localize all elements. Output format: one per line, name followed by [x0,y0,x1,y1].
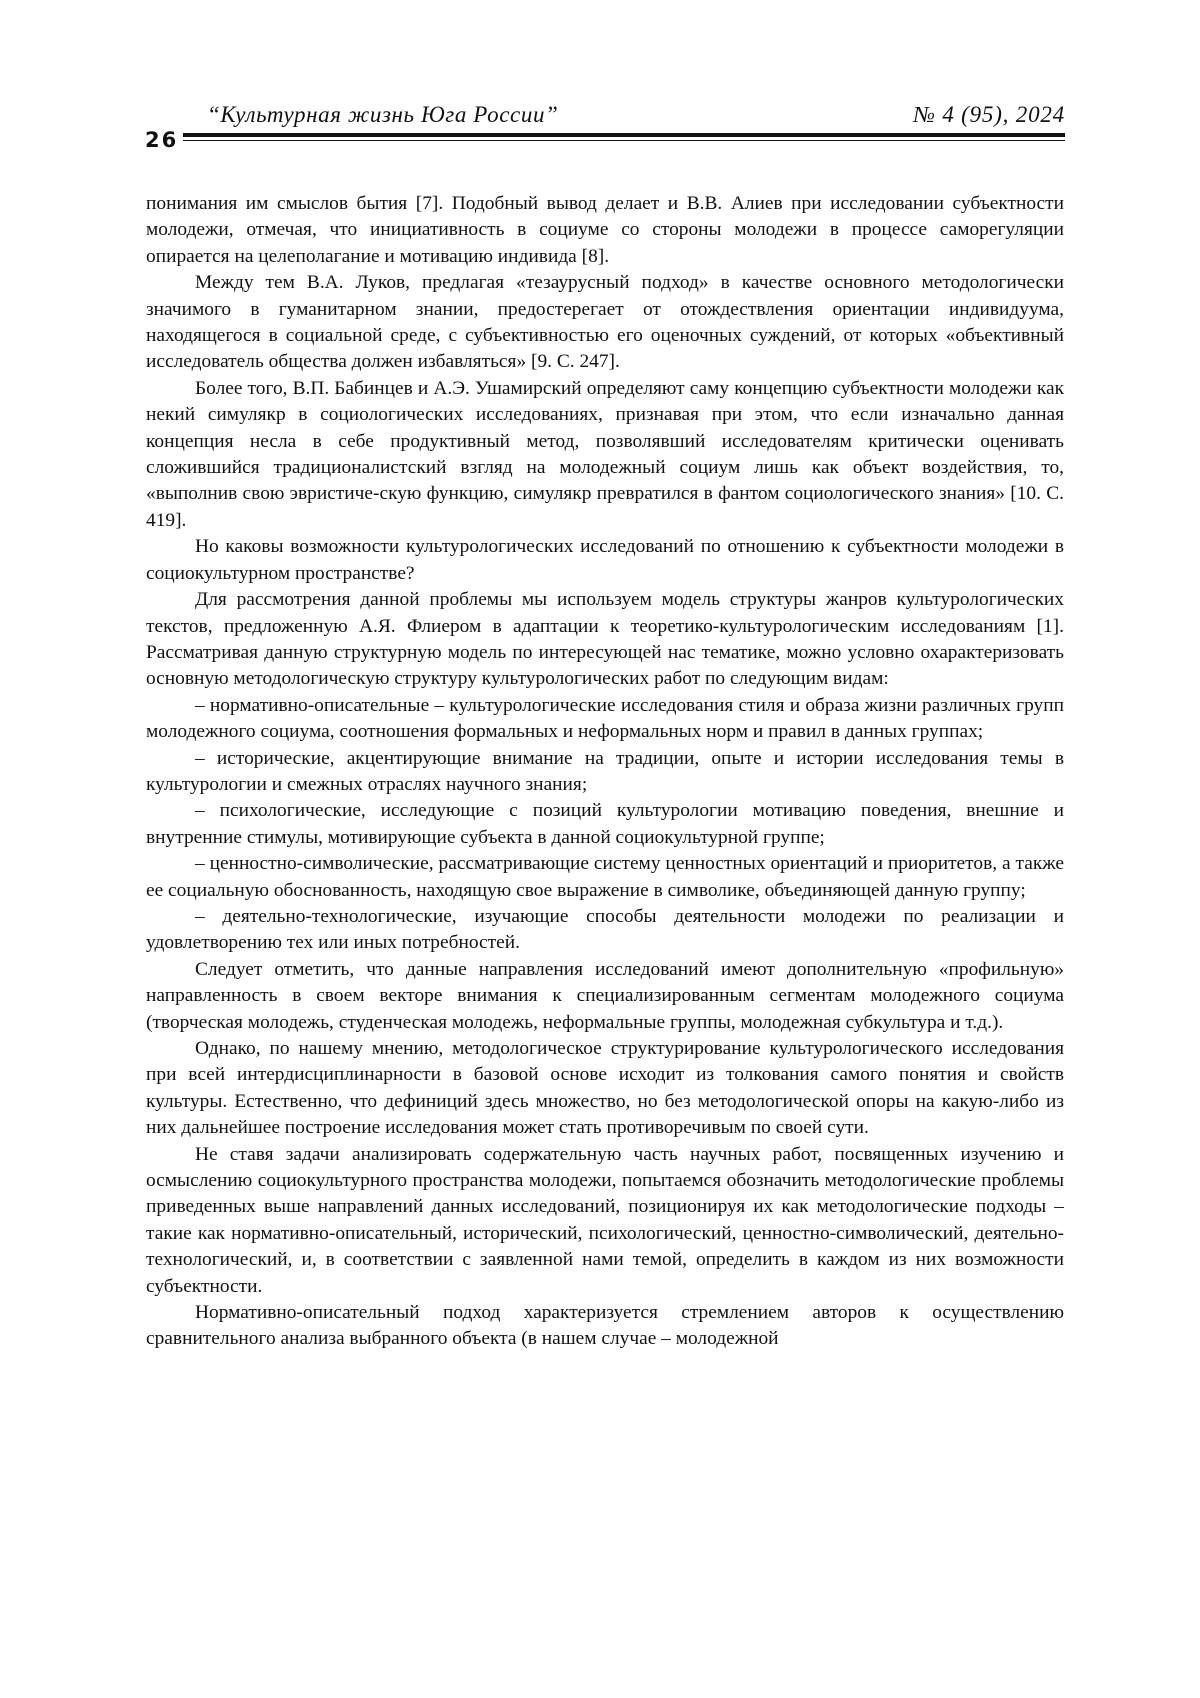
list-item: – исторические, акцентирующие внимание на традиции, опыте и истории исследо­вания темы в культурологии и смежных отраслях научного знания; [146,746,1064,799]
page-header [145,100,1065,150]
list-item: – нормативно-описательные – культурологические исследования стиля и образа жиз­ни различных групп молодежного социума, соотношения формальных и неформальных норм и правил в данных группах; [146,693,1064,746]
paragraph: понимания им смыслов бытия [7]. Подобный вывод делает и В.В. Алиев при исследо­вании субъектности молодежи, отмечая, что инициативность в социуме со стороны моло­дежи в процессе саморегуляции опирается на целеполагание и мотивацию индивида [8]. [146,191,1064,270]
header-rule-thick [183,133,1065,137]
paragraph: Более того, В.П. Бабинцев и А.Э. Ушамирский определяют саму концепцию субъ­ектности молодежи как некий симулякр в социологических исследованиях, признавая при этом, что если изначально данная концепция несла в себе продуктивный метод, позво­лявший исследователям критически оценивать сложившийся традиционалистский взгляд на молодежный социум лишь как объект воздействия, то, «выполнив свою эвристи­че-скую функцию, симулякр превратился в фантом социологического знания» [10. С. 419]. [146,376,1064,534]
list-item: – деятельно-технологические, изучающие способы деятельности молодежи по реализации и удовлетворению тех или иных потребностей. [146,904,1064,957]
journal-title: “Культурная жизнь Юга России” [207,102,558,128]
paragraph: Однако, по нашему мнению, методологическое структурирование культурологиче­ского исследования при всей интердисциплинарности в базовой основе исходит из тол­кования самого понятия и свойств культуры. Естественно, что дефиниций здесь мно­жество, но без методологической опоры на какую-либо из них дальнейшее построение исследования может стать противоречивым по своей сути. [146,1036,1064,1142]
paragraph: Для рассмотрения данной проблемы мы используем модель структуры жанров куль­турологических текстов, предложенную А.Я. Флиером в адаптации к теоретико-культу­рологическим исследованиям [1]. Рассматривая данную структурную модель по инте­ресующей нас тематике, можно условно охарактеризовать основную методологическую структуру культурологических работ по следующим видам: [146,587,1064,693]
issue-label: № 4 (95), 2024 [913,102,1065,128]
header-rule-thin [183,140,1065,141]
paragraph: Не ставя задачи анализировать содержательную часть научных работ, посвящен­ных изучению и осмыслению социокультурного пространства молодежи, попытаемся обо­значить методологические проблемы приведенных выше направлений данных исследо­ваний, позиционируя их как методологические подходы – такие как нормативно-описа­тельный, исторический, психологический, ценностно-символический, деятельно-техноло­гический, и, в соответствии с заявленной нами темой, определить в каждом из них воз­можности субъектности. [146,1142,1064,1300]
list-item: – ценностно-символические, рассматривающие систему ценностных ориентаций и приоритетов, а также ее социальную обоснованность, находящую свое выражение в сим­волике, объединяющей данную группу; [146,851,1064,904]
page-number: 26 [145,128,178,152]
paragraph: Между тем В.А. Луков, предлагая «тезаурусный подход» в качестве основного ме­тодологически значимого в гуманитарном знании, предостерегает от отождествления ориентации индивидуума, находящегося в социальной среде, с субъективностью его оце­ночных суждений, от которых «объективный исследователь общества должен избавлять­ся» [9. С. 247]. [146,270,1064,376]
list-item: – психологические, исследующие с позиций культурологии мотивацию поведения, внешние и внутренние стимулы, мотивирующие субъекта в данной социокультурной группе; [146,798,1064,851]
paragraph: Нормативно-описательный подход характеризуется стремлением авторов к осуще­ствлению сравнительного анализа выбранного объекта (в нашем случае – молодежной [146,1300,1064,1353]
article-body [146,191,1064,1353]
paragraph: Но каковы возможности культурологических исследований по отношению к субъ­ектности молодежи в социокультурном пространстве? [146,534,1064,587]
paragraph: Следует отметить, что данные направления исследований имеют дополнительную «профильную» направленность в своем векторе внимания к специализированным сегмен­там молодежного социума (творческая молодежь, студенческая молодежь, неформаль­ные группы, молодежная субкультура и т.д.). [146,957,1064,1036]
